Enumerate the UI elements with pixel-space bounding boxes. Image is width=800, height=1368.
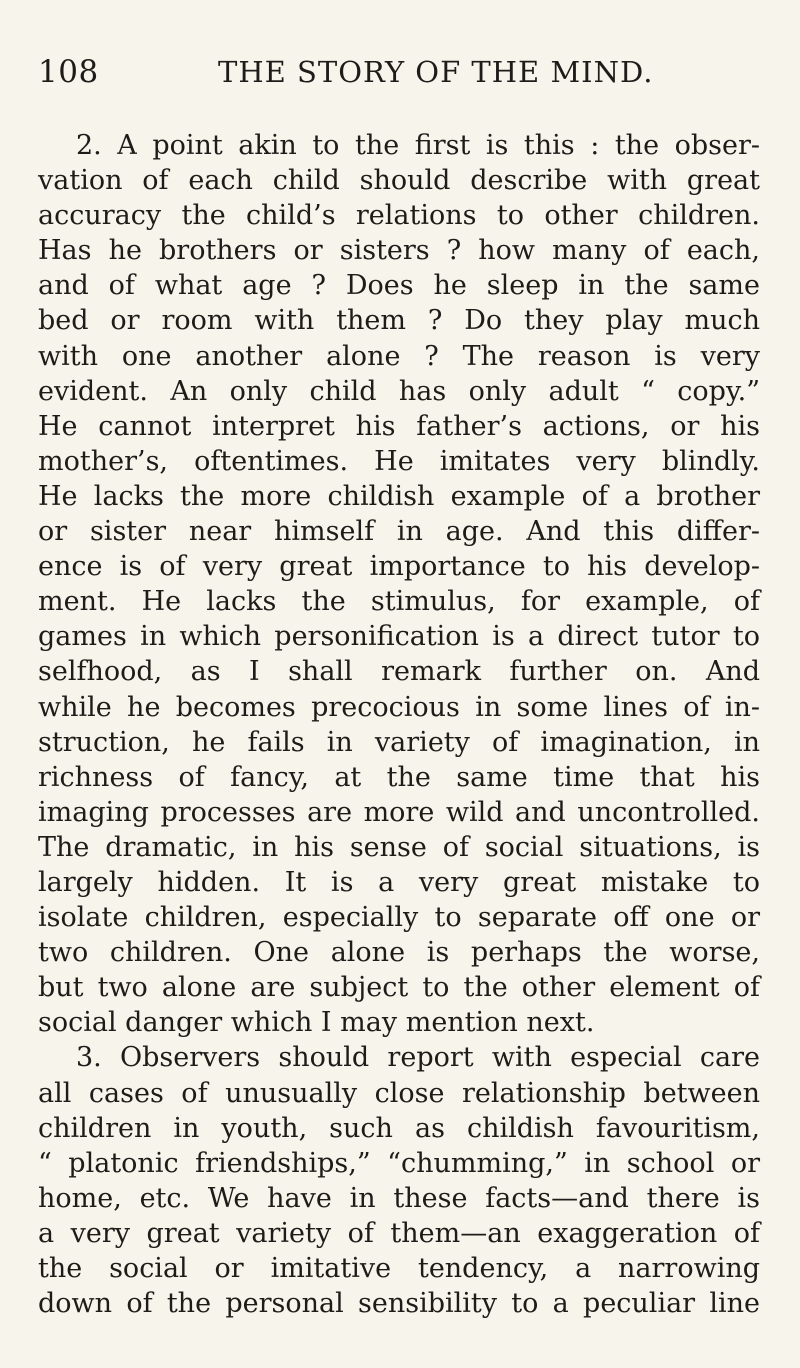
text-line: bed or room with them ? Do they play much — [38, 305, 760, 337]
text-line: down of the personal sensibility to a peculiar line — [38, 1288, 760, 1320]
text-line: The dramatic, in his sense of social situations, is — [38, 831, 760, 863]
text-line: evident. An only child has only adult “ copy.” — [38, 375, 760, 407]
text-line: He cannot interpret his father’s actions, or his — [38, 410, 760, 442]
text-line: 3. Observers should report with especial care — [76, 1042, 760, 1074]
body-text — [38, 128, 760, 1321]
text-line: accuracy the child’s relations to other children. — [38, 200, 760, 232]
text-line: or sister near himself in age. And this differ- — [38, 516, 760, 548]
text-line: two children. One alone is perhaps the worse, — [38, 937, 760, 969]
text-line: and of what age ? Does he sleep in the same — [38, 270, 760, 302]
text-line: isolate children, especially to separate off one or — [38, 902, 760, 934]
text-line: largely hidden. It is a very great mistake to — [38, 866, 760, 898]
text-line: Has he brothers or sisters ? how many of each, — [38, 235, 760, 267]
page-number: 108 — [38, 54, 99, 90]
text-line: with one another alone ? The reason is very — [38, 340, 760, 372]
text-line: “ platonic friendships,” “chumming,” in school or — [38, 1147, 760, 1179]
text-line: mother’s, oftentimes. He imitates very blindly. — [38, 445, 760, 477]
text-line: while he becomes precocious in some lines of in- — [38, 691, 760, 723]
text-line: 2. A point akin to the first is this : the obser- — [76, 130, 760, 161]
text-line: struction, he fails in variety of imagination, in — [38, 726, 760, 758]
text-line: games in which personification is a direct tutor to — [38, 621, 760, 653]
text-line: ment. He lacks the stimulus, for example, of — [38, 586, 760, 618]
text-line: children in youth, such as childish favouritism, — [38, 1112, 760, 1144]
running-title: THE STORY OF THE MIND. — [218, 55, 654, 89]
text-line: vation of each child should describe with great — [38, 165, 760, 197]
text-line: but two alone are subject to the other element of — [38, 972, 760, 1004]
text-line: imaging processes are more wild and uncontrolled. — [38, 796, 760, 828]
text-line: a very great variety of them—an exaggeration of — [38, 1217, 760, 1249]
text-line: He lacks the more childish example of a brother — [38, 480, 760, 512]
text-line: home, etc. We have in these facts—and there is — [38, 1182, 760, 1214]
text-line: richness of fancy, at the same time that his — [38, 761, 760, 793]
text-line: all cases of unusually close relationship between — [38, 1077, 760, 1109]
text-line: selfhood, as I shall remark further on. And — [38, 656, 760, 688]
text-line: the social or imitative tendency, a narrowing — [38, 1253, 760, 1284]
running-head — [38, 50, 758, 94]
text-line: social danger which I may mention next. — [38, 1007, 595, 1039]
text-line: ence is of very great importance to his develop- — [38, 551, 760, 583]
